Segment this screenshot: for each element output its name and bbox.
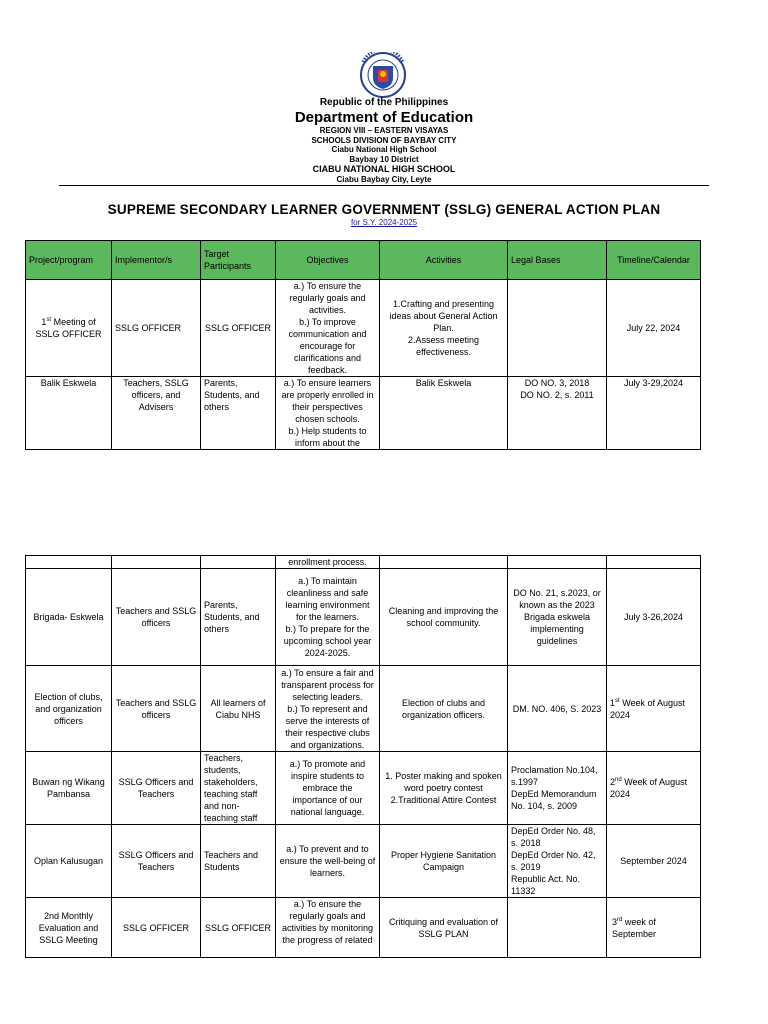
column-header: Implementor/s xyxy=(112,241,201,280)
participants-cell: SSLG OFFICER xyxy=(201,898,276,958)
objectives-cell: a.) To ensure a fair and transparent process for selecting leaders. b.) To represent and serve the interests of their respective clubs and organizations. xyxy=(276,666,380,752)
table-row xyxy=(26,569,701,666)
header-country: Republic of the Philippines xyxy=(319,97,449,108)
objectives-cell: a.) To ensure learners are properly enrolled in their perspectives chosen schools. b.) Help students to inform about the xyxy=(276,377,380,450)
column-header: Project/program xyxy=(26,241,112,280)
header-department: Department of Education xyxy=(294,109,474,126)
empty-cell xyxy=(26,556,112,569)
legal-cell xyxy=(508,280,607,377)
implementor-cell: Teachers and SSLG officers xyxy=(112,666,201,752)
header-address: Ciabu Baybay City, Leyte xyxy=(336,175,432,184)
objectives-cell: a.) To prevent and to ensure the well-being of learners. xyxy=(276,825,380,898)
implementor-cell: Teachers, SSLG officers, and Advisers xyxy=(112,377,201,450)
activities-cell: Balik Eskwela xyxy=(380,377,508,450)
project-cell: Oplan Kalusugan xyxy=(26,825,112,898)
timeline-cell: September 2024 xyxy=(607,825,701,898)
participants-cell: Teachers, students, stakeholders, teaching staff and non-teaching staff xyxy=(201,752,276,825)
implementor-cell: SSLG Officers and Teachers xyxy=(112,825,201,898)
activities-cell: Election of clubs and organization officers. xyxy=(380,666,508,752)
legal-cell: DepEd Order No. 48, s. 2018 DepEd Order No. 42, s. 2019 Republic Act. No. 11332 xyxy=(508,825,607,898)
column-header: Timeline/Calendar xyxy=(607,241,701,280)
project-cell: Balik Eskwela xyxy=(26,377,112,450)
objectives-cell: a.) To promote and inspire students to embrace the importance of our national language. xyxy=(276,752,380,825)
legal-cell: DO No. 21, s.2023, or known as the 2023 Brigada eskwela implementing guidelines xyxy=(508,569,607,666)
deped-seal-icon xyxy=(355,52,411,98)
participants-cell: Parents, Students, and others xyxy=(201,569,276,666)
activities-cell: 1. Poster making and spoken word poetry contest 2.Traditional Attire Contest xyxy=(380,752,508,825)
legal-cell: Proclamation No.104, s.1997 DepEd Memorandum No. 104, s. 2009 xyxy=(508,752,607,825)
action-plan-table-page1 xyxy=(25,240,701,450)
timeline-cell: July 3-29,2024 xyxy=(607,377,701,450)
header-school: CIABU NATIONAL HIGH SCHOOL xyxy=(312,164,456,174)
activities-cell: 1.Crafting and presenting ideas about General Action Plan. 2.Assess meeting effectiveness. xyxy=(380,280,508,377)
action-plan-table-page2 xyxy=(25,555,701,958)
objectives-cell: a.) To ensure the regularly goals and activities. b.) To improve communication and encourage for clarifications and feedback. xyxy=(276,280,380,377)
objectives-cell: a.) To ensure the regularly goals and activities by monitoring the progress of related xyxy=(276,898,380,958)
timeline-cell: July 22, 2024 xyxy=(607,280,701,377)
project-cell: 2nd Monthly Evaluation and SSLG Meeting xyxy=(26,898,112,958)
participants-cell: All learners of Ciabu NHS xyxy=(201,666,276,752)
timeline-cell: 1st Week of August 2024 xyxy=(607,666,701,752)
table-row xyxy=(26,280,701,377)
table-header-row xyxy=(26,241,701,280)
column-header: Legal Bases xyxy=(508,241,607,280)
empty-cell xyxy=(380,556,508,569)
objectives-cell: a.) To maintain cleanliness and safe learning environment for the learners. b.) To prepare for the upcoming school year 2024-2025. xyxy=(276,569,380,666)
implementor-cell: SSLG Officers and Teachers xyxy=(112,752,201,825)
activities-cell: Cleaning and improving the school community. xyxy=(380,569,508,666)
project-cell: Buwan ng Wikang Pambansa xyxy=(26,752,112,825)
participants-cell: SSLG OFFICER xyxy=(201,280,276,377)
table-row xyxy=(26,825,701,898)
objectives-continuation: enrollment process. xyxy=(276,556,380,569)
participants-cell: Teachers and Students xyxy=(201,825,276,898)
implementor-cell: Teachers and SSLG officers xyxy=(112,569,201,666)
table-row xyxy=(26,556,701,569)
implementor-cell: SSLG OFFICER xyxy=(112,898,201,958)
header-divider xyxy=(59,185,709,186)
implementor-cell: SSLG OFFICER xyxy=(112,280,201,377)
legal-cell: DO NO. 3, 2018 DO NO. 2, s. 2011 xyxy=(508,377,607,450)
header-school-small: Ciabu National High School xyxy=(331,145,437,154)
table-row xyxy=(26,666,701,752)
table-row xyxy=(26,377,701,450)
legal-cell xyxy=(508,898,607,958)
project-cell: Brigada- Eskwela xyxy=(26,569,112,666)
timeline-cell: 3rd week of September xyxy=(607,898,701,958)
project-cell: 1st Meeting of SSLG OFFICER xyxy=(26,280,112,377)
timeline-cell: 2nd Week of August 2024 xyxy=(607,752,701,825)
project-cell: Election of clubs, and organization officers xyxy=(26,666,112,752)
table-row xyxy=(26,898,701,958)
table-row xyxy=(26,752,701,825)
activities-cell: Proper Hygiene Sanitation Campaign xyxy=(380,825,508,898)
empty-cell xyxy=(607,556,701,569)
empty-cell xyxy=(508,556,607,569)
column-header: Activities xyxy=(380,241,508,280)
timeline-cell: July 3-26,2024 xyxy=(607,569,701,666)
column-header: Objectives xyxy=(276,241,380,280)
legal-cell: DM. NO. 406, S. 2023 xyxy=(508,666,607,752)
activities-cell: Critiquing and evaluation of SSLG PLAN xyxy=(380,898,508,958)
column-header: Target Participants xyxy=(201,241,276,280)
header-region: REGION VIII – EASTERN VISAYAS xyxy=(319,126,449,135)
school-year: for S.Y. 2024-2025 xyxy=(350,218,418,227)
participants-cell: Parents, Students, and others xyxy=(201,377,276,450)
header-division: SCHOOLS DIVISION OF BAYBAY CITY xyxy=(311,136,457,145)
header-district: Baybay 10 District xyxy=(349,155,419,164)
document-title: SUPREME SECONDARY LEARNER GOVERNMENT (SSLG) GENERAL ACTION PLAN xyxy=(107,202,661,217)
empty-cell xyxy=(201,556,276,569)
empty-cell xyxy=(112,556,201,569)
